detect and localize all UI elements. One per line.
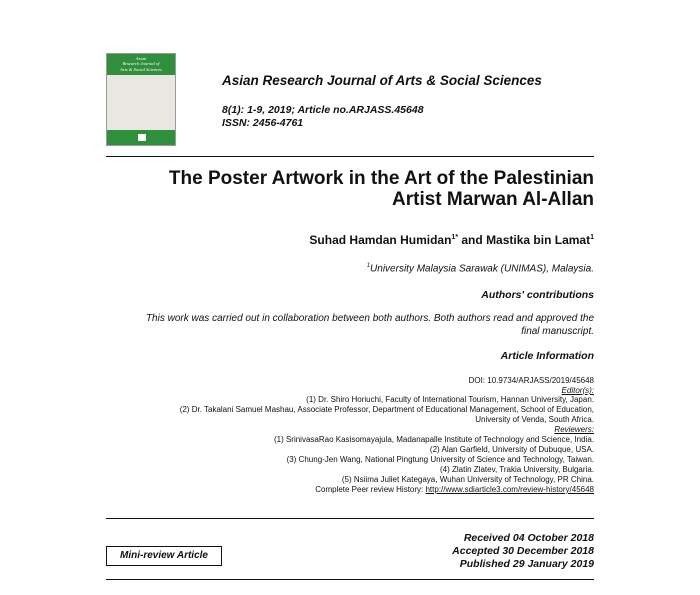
affiliation xyxy=(367,263,594,274)
contributions-heading: Authors' contributions xyxy=(481,289,594,301)
review-history-link[interactable]: http://www.sdiarticle3.com/review-history/45648 xyxy=(425,485,594,494)
issue-info: 8(1): 1-9, 2019; Article no.ARJASS.45648 xyxy=(222,104,424,116)
published-date: Published 29 January 2019 xyxy=(459,558,594,570)
author-1: Suhad Hamdan Humidan xyxy=(309,233,452,247)
editor-1: (1) Dr. Shiro Horiuchi, Faculty of International Tourism, Hannan University, Japan. xyxy=(306,395,594,404)
editors-label-text: Editor(s): xyxy=(561,386,594,395)
author-conjunction: and xyxy=(458,233,487,247)
journal-cover-thumbnail xyxy=(106,53,176,146)
contributions-text-line-1: This work was carried out in collaboration between both authors. Both authors read and approved the xyxy=(145,313,594,324)
reviewers-label-text: Reviewers: xyxy=(554,425,594,434)
cover-bottom-band xyxy=(107,130,175,145)
article-title-line-1: The Poster Artwork in the Art of the Palestinian xyxy=(168,168,594,189)
review-history xyxy=(315,485,594,495)
contributions-text-line-2: final manuscript. xyxy=(521,326,594,337)
reviewer-3: (3) Chung-Jen Wang, National Pingtung University of Science and Technology, Taiwan. xyxy=(286,455,594,464)
affiliation-text: University Malaysia Sarawak (UNIMAS), Malaysia. xyxy=(370,263,594,275)
contributions-text xyxy=(108,312,594,338)
reviewer-5: (5) Nsiima Juliet Kategaya, Wuhan University of Technology, PR China. xyxy=(341,475,594,484)
doi: DOI: 10.9734/ARJASS/2019/45648 xyxy=(468,376,594,385)
cover-title-band xyxy=(107,54,175,75)
article-type-badge: Mini-review Article xyxy=(106,546,222,566)
publisher-logo-icon xyxy=(138,134,146,141)
article-title-line-2: Artist Marwan Al-Allan xyxy=(392,189,594,210)
review-history-label: Complete Peer review History: xyxy=(315,485,426,494)
editor-2-line-1: (2) Dr. Takalani Samuel Mashau, Associate Professor, Department of Educational Management, School of Education, xyxy=(179,405,594,414)
cover-title-line-2: Research Journal of xyxy=(122,61,160,67)
article-information-heading: Article Information xyxy=(500,350,594,362)
cover-title-line-1: Asian xyxy=(135,56,147,61)
author-2: Mastika bin Lamat xyxy=(486,233,591,247)
accepted-date: Accepted 30 December 2018 xyxy=(452,545,594,557)
reviewers-label xyxy=(554,425,594,435)
article-title xyxy=(124,168,594,210)
received-date: Received 04 October 2018 xyxy=(463,532,594,544)
publication-dates xyxy=(452,532,594,571)
reviewer-1: (1) SrinivasaRao Kasisomayajula, Madanapalle Institute of Technology and Science, India. xyxy=(273,435,594,444)
issn: ISSN: 2456-4761 xyxy=(222,117,304,129)
journal-name: Asian Research Journal of Arts & Social Sciences xyxy=(222,73,542,88)
header-divider xyxy=(106,156,594,157)
info-divider xyxy=(106,518,594,519)
reviewer-4: (4) Zlatin Zlatev, Trakia University, Bulgaria. xyxy=(440,465,594,474)
author-2-affiliation-mark: 1 xyxy=(590,234,594,241)
cover-title-line-3: Arts & Social Sciences xyxy=(120,66,162,72)
editor-2-line-2: University of Venda, South Africa. xyxy=(475,415,594,424)
author-list xyxy=(309,233,594,247)
author-1-affiliation-mark: 1* xyxy=(451,234,459,241)
footer-divider xyxy=(106,579,594,580)
affiliation-mark: 1 xyxy=(366,263,371,269)
reviewer-2: (2) Alan Garfield, University of Dubuque, USA. xyxy=(429,445,594,454)
